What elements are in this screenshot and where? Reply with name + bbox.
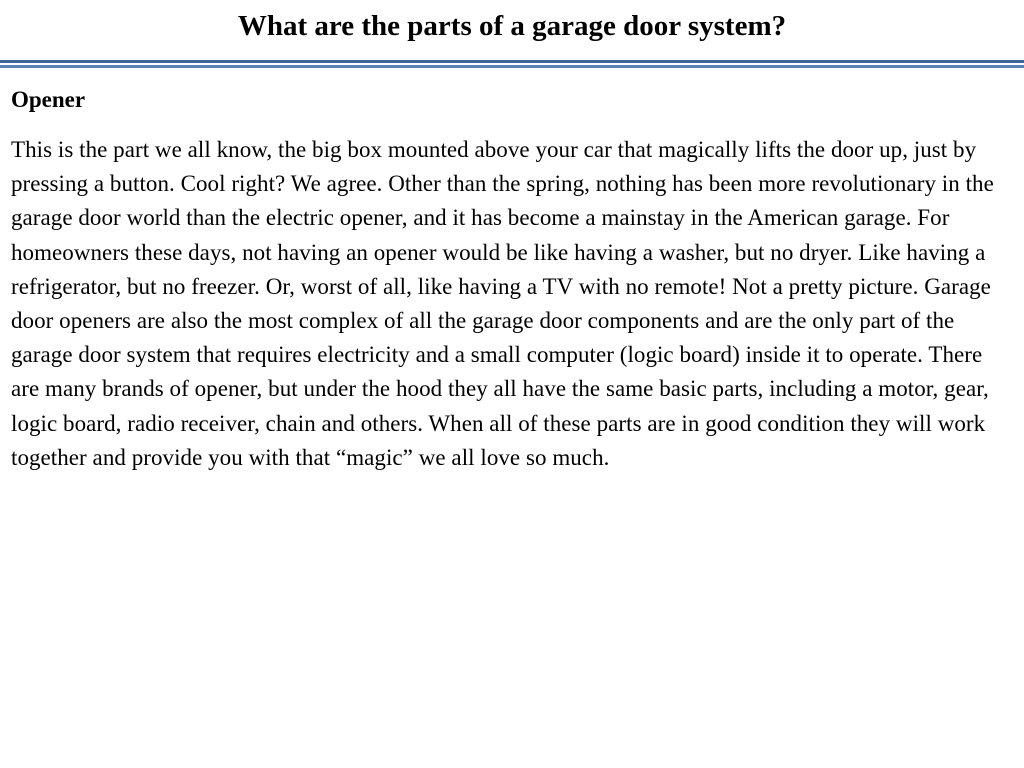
title-divider-bottom-line	[0, 65, 1024, 68]
title-divider	[0, 60, 1024, 69]
title-divider-top-line	[0, 60, 1024, 63]
slide-content	[11, 85, 1011, 475]
section-heading: Opener	[11, 87, 86, 112]
body-paragraph: This is the part we all know, the big box mounted above your car that magically lifts the door up, just by pressing a button. Cool right? We agree. Other than the spring, nothing has been more revolutionary in the garage door world than the electric opener, and it has become a mainstay in the American garage. For homeowners these days, not having an opener would be like having a washer, but no dryer. Like having a refrigerator, but no freezer. Or, worst of all, like having a TV with no remote! Not a pretty picture. Garage door openers are also the most complex of all the garage door components and are the only part of the garage door system that requires electricity and a small computer (logic board) inside it to operate. There are many brands of opener, but under the hood they all have the same basic parts, including a motor, gear, logic board, radio receiver, chain and others. When all of these parts are in good condition they will work together and provide you with that “magic” we all love so much.	[11, 137, 994, 470]
slide-title: What are the parts of a garage door system?	[237, 10, 787, 42]
